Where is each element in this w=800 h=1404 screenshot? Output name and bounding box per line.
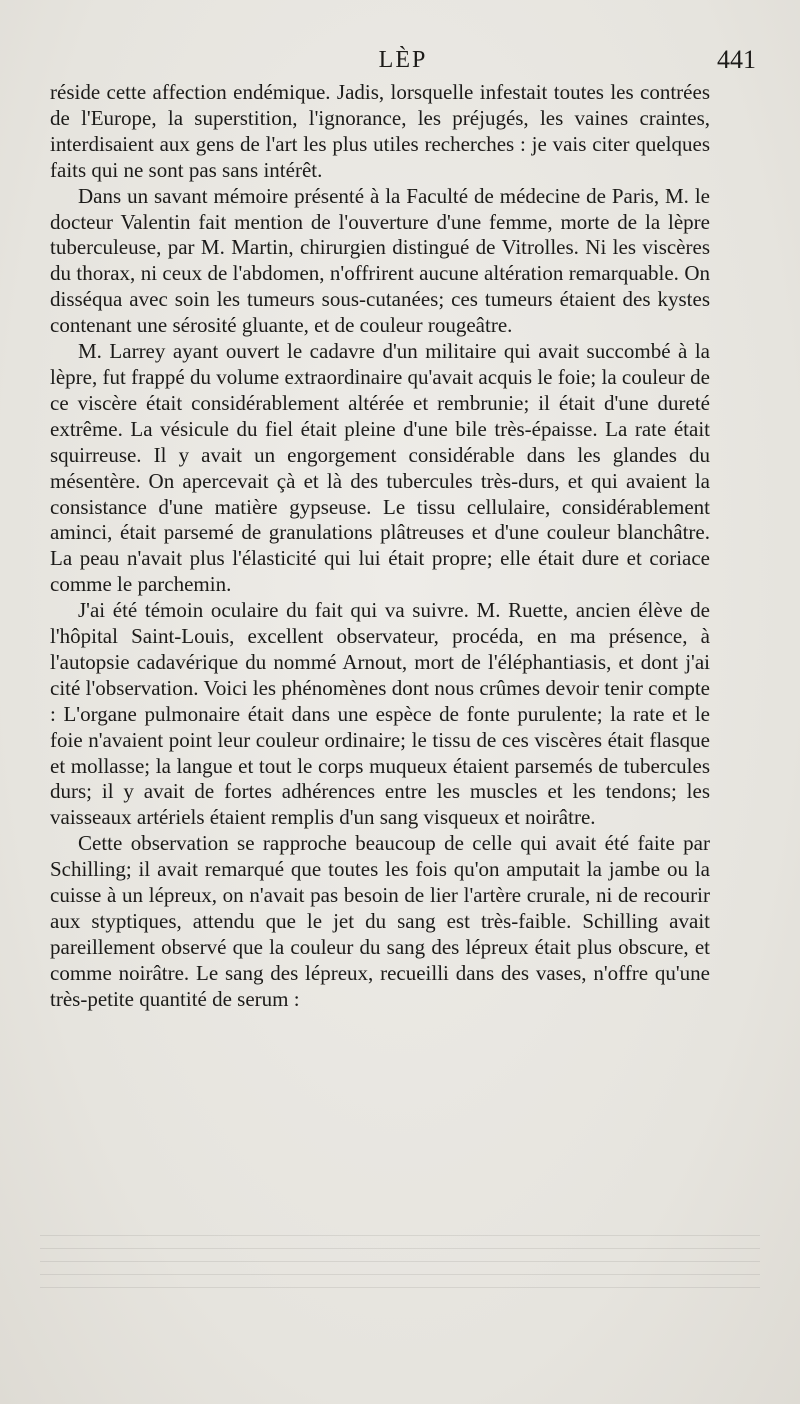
paragraph-valentin: Dans un savant mémoire présenté à la Faculté de médecine de Paris, M. le docteur Valentin fait mention de l'ouverture d'une femme, morte de la lèpre tuberculeuse, par M. Martin, chirurgien distingué de Vitrolles. Ni les viscères du thorax, ni ceux de l'abdomen, n'offrirent aucune altération remarquable. On disséqua avec soin les tumeurs sous-cutanées; ces tumeurs étaient des kystes contenant une sérosité gluante, et de couleur rougeâtre. — [50, 183, 710, 338]
paragraph-continuation: réside cette affection endémique. Jadis, lorsquelle infestait toutes les contrées de l'Europe, la superstition, l'ignorance, les préjugés, les vaines craintes, interdisaient aux gens de l'art les plus utiles recherches : je vais citer quelques faits qui ne sont pas sans intérêt. — [50, 80, 710, 182]
bleed-through-texture — [40, 1228, 760, 1288]
page-number: 441 — [717, 45, 756, 74]
body-text — [50, 80, 710, 1013]
running-head: LÈP — [378, 47, 428, 73]
paragraph-larrey: M. Larrey ayant ouvert le cadavre d'un militaire qui avait succombé à la lèpre, fut frappé du volume extraordinaire qu'avait acquis le foie; la couleur de ce viscère était considérablement altérée et rembrunie; il était d'une dureté extrême. La vésicule du fiel était pleine d'une bile très-épaisse. La rate était squirreuse. Il y avait un engorgement considérable dans les glandes du mésentère. On apercevait çà et là des tubercules très-durs, et qui avaient la consistance d'une matière gypseuse. Le tissu cellulaire, considérablement aminci, était parsemé de granulations plâtreuses et d'une couleur blanchâtre. La peau n'avait plus l'élasticité qui lui était propre; elle était dure et coriace comme le parchemin. — [50, 339, 710, 597]
paragraph-schilling: Cette observation se rapproche beaucoup de celle qui avait été faite par Schilling; il avait remarqué que toutes les fois qu'on amputait la jambe ou la cuisse à un lépreux, on n'avait pas besoin de lier l'artère crurale, ni de recourir aux styptiques, attendu que le jet du sang est très-faible. Schilling avait pareillement observé que la couleur du sang des lépreux était plus obscure, et comme noirâtre. Le sang des lépreux, recueilli dans des vases, n'offre qu'une très-petite quantité de serum : — [50, 831, 710, 1011]
paragraph-ruette: J'ai été témoin oculaire du fait qui va suivre. M. Ruette, ancien élève de l'hôpital Saint-Louis, excellent observateur, procéda, en ma présence, à l'autopsie cadavérique du nommé Arnout, mort de l'éléphantiasis, et dont j'ai cité l'observation. Voici les phénomènes dont nous crûmes devoir tenir compte : L'organe pulmonaire était dans une espèce de fonte purulente; la rate et le foie n'avaient point leur couleur ordinaire; le tissu de ces viscères était flasque et mollasse; la langue et tout le corps muqueux étaient parsemés de tubercules durs; il y avait de fortes adhérences entre les muscles et les tendons; les vaisseaux artériels étaient remplis d'un sang visqueux et noirâtre. — [50, 598, 710, 830]
page-header — [50, 44, 756, 84]
